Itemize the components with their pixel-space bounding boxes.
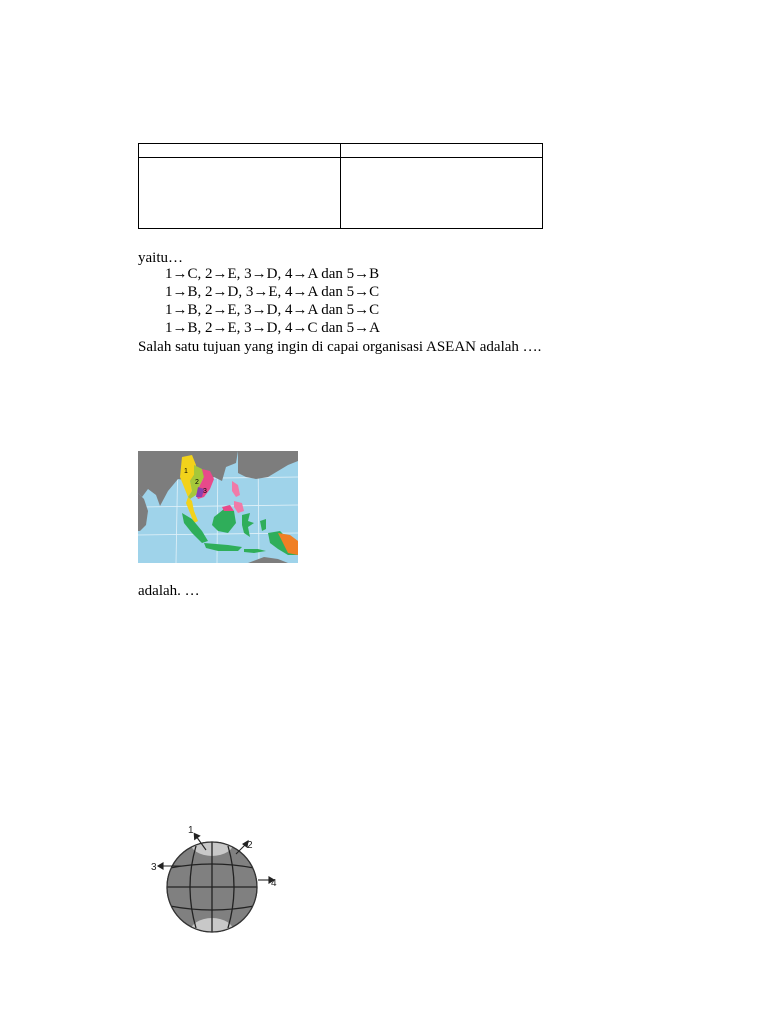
globe-label-4: 4 [271,878,277,889]
question-fragment-adalah: adalah. … [138,583,200,599]
map-label-2: 2 [195,479,199,486]
southeast-asia-map [138,451,298,563]
answer-option: 1→B, 2→D, 3→E, 4→A dan 5→C [165,284,380,300]
map-label-3: 3 [203,488,207,495]
answer-option: 1→C, 2→E, 3→D, 4→A dan 5→B [165,266,380,282]
globe-label-3: 3 [151,862,157,873]
globe-label-1: 1 [188,825,194,836]
globe-label-2: 2 [247,840,253,851]
table-header-cell-right [341,144,543,158]
table-body-cell-left [139,158,341,229]
map-label-1: 1 [184,468,188,475]
matching-table [138,143,543,229]
globe-diagram [148,820,288,940]
question-fragment-yaitu: yaitu… [138,250,183,266]
question-asean-goal: Salah satu tujuan yang ingin di capai organisasi ASEAN adalah …. [138,339,542,355]
table-header-cell-left [139,144,341,158]
answer-option: 1→B, 2→E, 3→D, 4→C dan 5→A [165,320,380,336]
table-body-cell-right [341,158,543,229]
table-body-row [139,158,543,229]
table-header-row [139,144,543,158]
answer-option: 1→B, 2→E, 3→D, 4→A dan 5→C [165,302,380,318]
